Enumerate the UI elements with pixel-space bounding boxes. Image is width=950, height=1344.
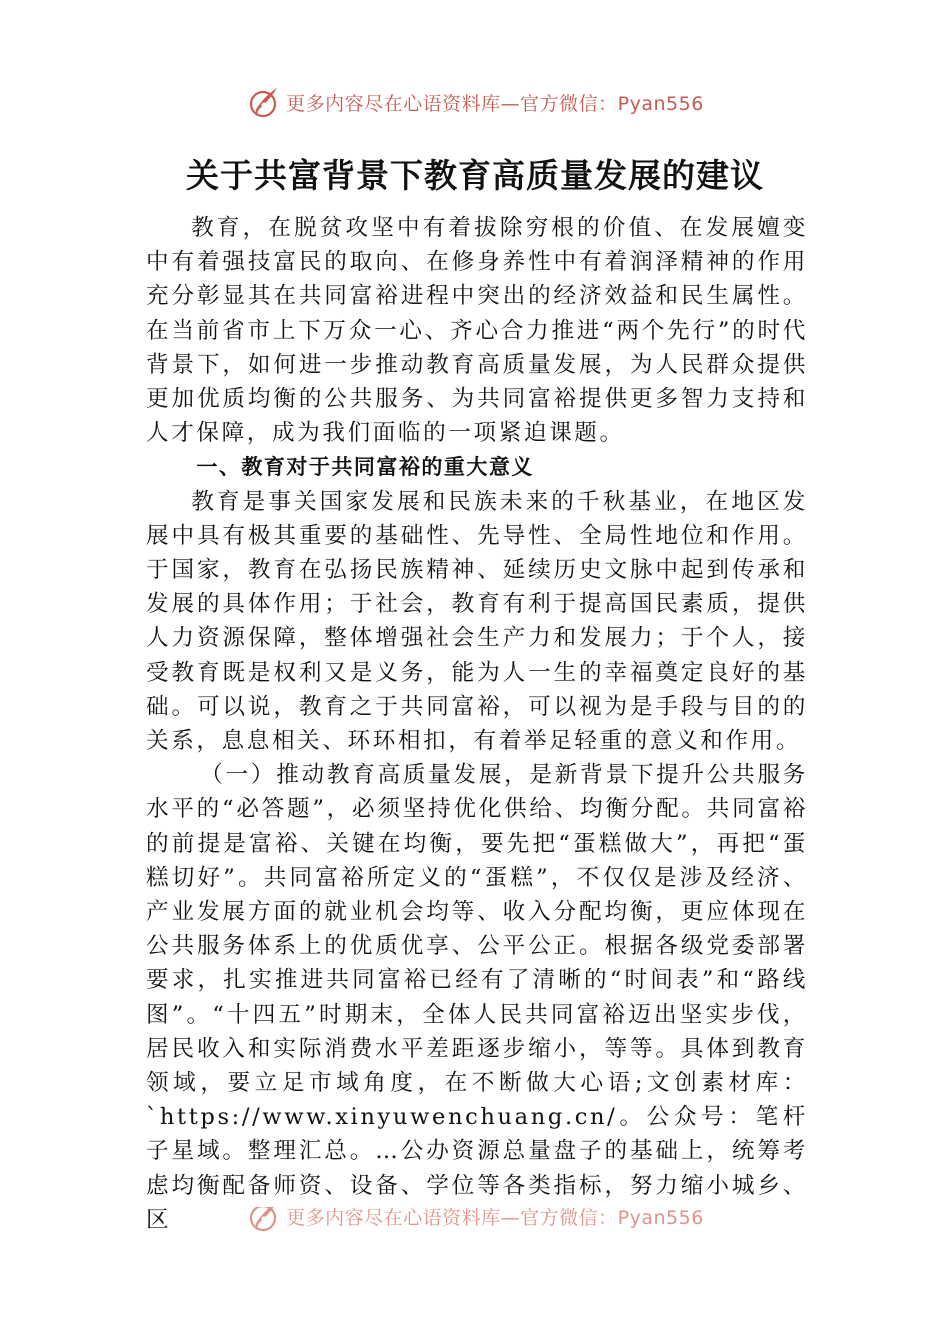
subsection-paragraph: （一）推动教育高质量发展，是新背景下提升公共服务水平的“必答题”，必须坚持优化供给、均衡分配。共同富裕的前提是富裕、关键在均衡，要先把“蛋糕做大”，再把“蛋糕切好”。共同富裕所定义的“蛋糕”，不仅仅是涉及经济、产业发展方面的就业机会均等、收入分配均衡，更应体现在公共服务体系上的优质优享、公平公正。根据各级党委部署要求，扎实推进共同富裕已经有了清晰的“时间表”和“路线图”。“十四五”时期末，全体人民共同富裕迈出坚实步伐，居民收入和实际消费水平差距逐步缩小，等等。具体到教育领域，要立足市域角度，在不断做大心语;文创素材库：`https://www.xinyuwenchuang.cn/。公众号：笔杆子星域。整理汇总。…公办资源总量盘子的基础上，统筹考虑均衡配备师资、设备、学位等各类指标，努力缩小城乡、区	[146, 762, 808, 1233]
footer-watermark	[0, 1207, 950, 1237]
document-title: 关于共富背景下教育高质量发展的建议	[186, 156, 764, 195]
header-watermark	[0, 84, 950, 120]
intro-paragraph: 教育，在脱贫攻坚中有着拔除穷根的价值、在发展嬗变中有着强技富民的取向、在修身养性中有着润泽精神的作用充分彰显其在共同富裕进程中突出的经济效益和民生属性。在当前省市上下万众一心、齐心合力推进“两个先行”的时代背景下，如何进一步推动教育高质量发展，为人民群众提供更加优质均衡的公共服务、为共同富裕提供更多智力支持和人才保障，成为我们面临的一项紧迫课题。	[146, 215, 808, 447]
quill-pen-circle-icon	[246, 1207, 280, 1233]
body-paragraph: 教育是事关国家发展和民族未来的千秋基业，在地区发展中具有极其重要的基础性、先导性、全局性地位和作用。于国家，教育在弘扬民族精神、延续历史文脉中起到传承和发展的具体作用；于社会，教育有利于提高国民素质，提供人力资源保障，整体增强社会生产力和发展力；于个人，接受教育既是权利又是义务，能为人一生的幸福奠定良好的基础。可以说，教育之于共同富裕，可以视为是手段与目的的关系，息息相关、环环相扣，有着举足轻重的意义和作用。	[146, 488, 808, 755]
section-heading: 一、教育对于共同富裕的重大意义	[196, 455, 534, 480]
watermark-text: 更多内容尽在心语资料库—官方微信：Pyan556	[286, 92, 704, 115]
watermark-text: 更多内容尽在心语资料库—官方微信：Pyan556	[286, 1207, 704, 1229]
quill-pen-circle-icon	[246, 85, 280, 119]
document-body	[146, 211, 808, 1237]
